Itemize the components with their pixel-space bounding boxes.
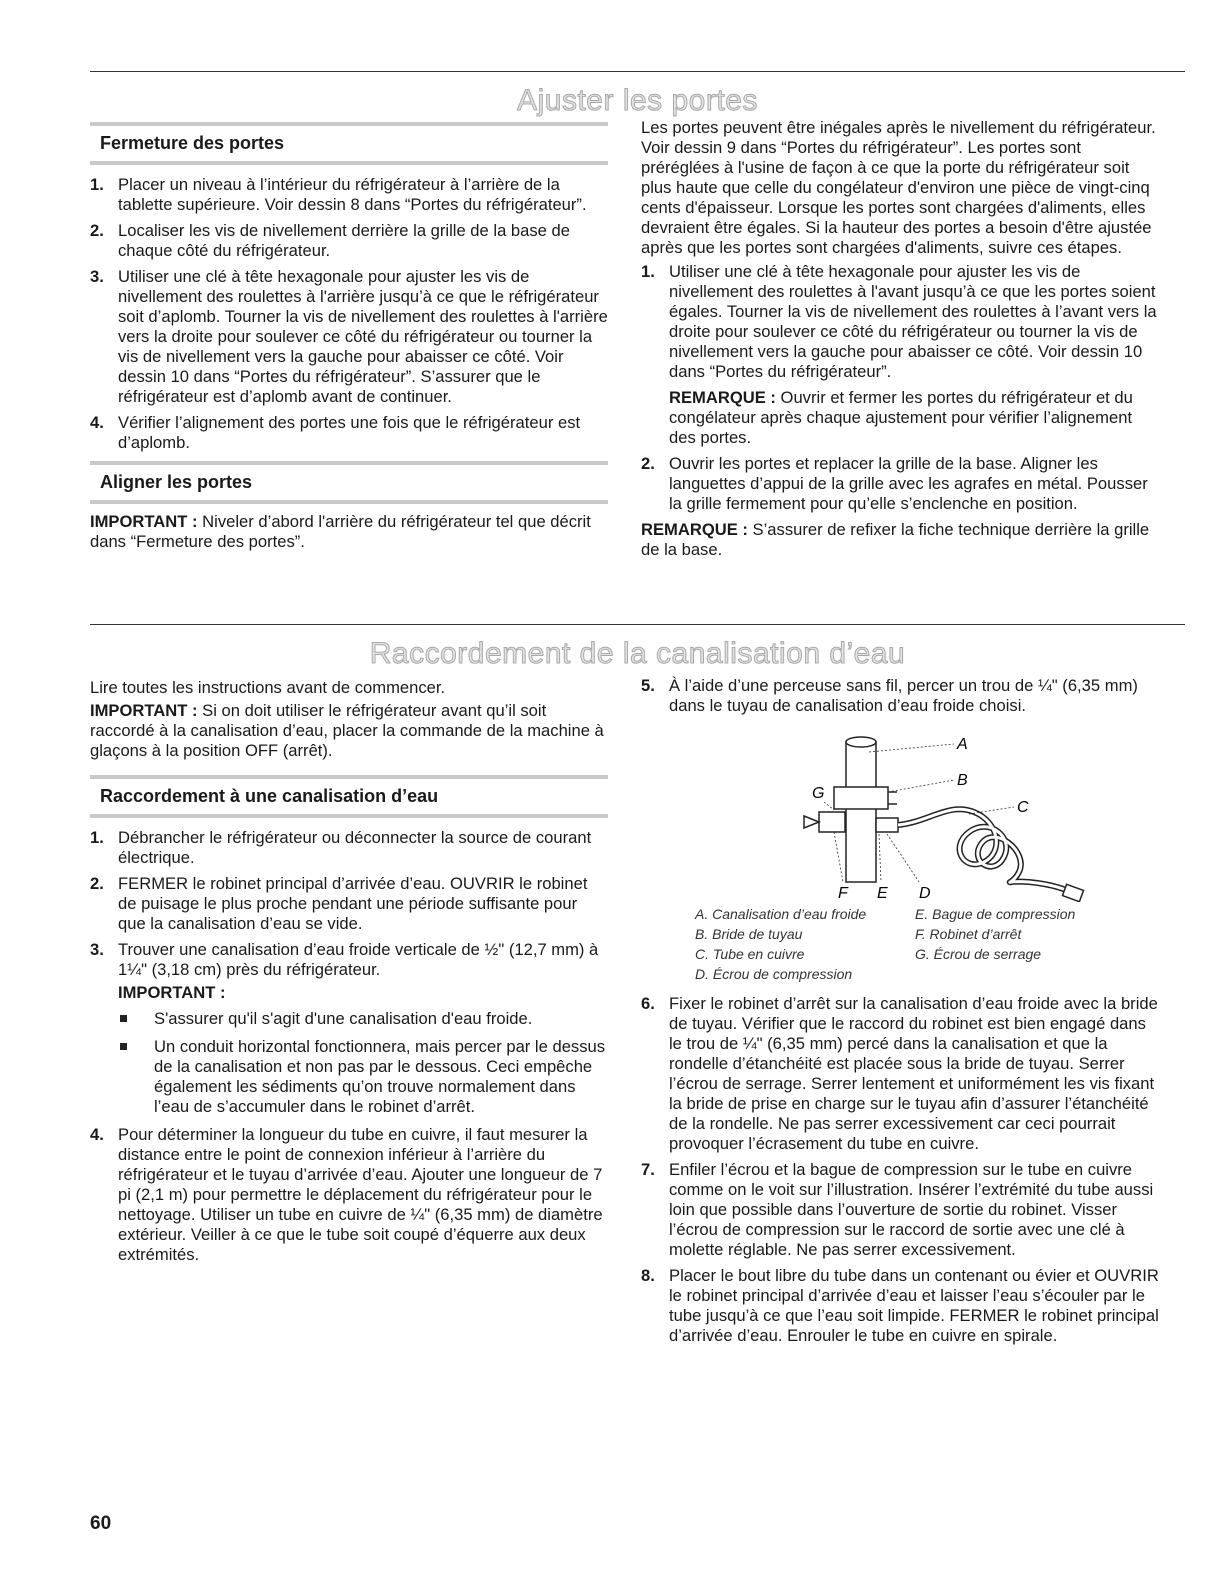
list-item: 8. Placer le bout libre du tube dans un contenant ou évier et OUVRIR le robinet principal d’arrivée d’eau et laisser l’eau s’écouler par le tube jusqu’à ce que l’eau soit limpide. FERMER le robinet principal d’arrivée d’eau. Enrouler le tube en cuivre en spirale. — [641, 1266, 1159, 1345]
important-note: IMPORTANT : Si on doit utiliser le réfrigérateur avant qu’il soit raccordé à la canalisation d’eau, placer la commande de la machine à glaçons à la position OFF (arrêt). — [90, 701, 604, 760]
legend-item: B. Bride de tuyau — [695, 926, 803, 942]
middle-rule — [90, 624, 1185, 625]
heading-water-connection: Raccordement à une canalisation d’eau — [90, 775, 608, 818]
packing-nut — [804, 816, 819, 828]
closing-steps-list — [90, 175, 608, 453]
important-bullets — [118, 1009, 608, 1117]
connection-steps-list-cont — [641, 676, 1161, 1346]
align-steps-list — [641, 262, 1161, 514]
list-item: 5. À l’aide d’une perceuse sans fil, percer un trou de ¼" (6,35 mm) dans le tuyau de canalisation d’eau froide choisi. A B C G D E F A. Canalisation d’eau froide E. Bague de compression B. Bride de tuyau F. Robinet d’arrêt C. Tube en cuivre G. Écrou de serrage D. Écrou de compression — [641, 676, 1161, 984]
instructions-intro: Lire toutes les instructions avant de commencer. — [90, 678, 446, 697]
section2-right-column — [641, 676, 1161, 1352]
label-b: B — [957, 772, 968, 789]
list-item: 1. Débrancher le réfrigérateur ou déconnecter la source de courant électrique. — [90, 828, 592, 867]
pipe-top — [846, 737, 876, 747]
shutoff-valve — [819, 812, 845, 832]
important-label: IMPORTANT : — [118, 983, 226, 1002]
list-item: 4. Vérifier l’alignement des portes une fois que le réfrigérateur est d’aplomb. — [90, 413, 581, 452]
legend-item: C. Tube en cuivre — [695, 946, 805, 962]
list-item: 7. Enfiler l’écrou et la bague de compression sur le tube en cuivre comme on le voit sur l’illustration. Insérer l’extrémité du tube aussi loin que possible dans l’ouverture de sortie du robinet. Visser l’écrou de compression sur le raccord de sortie avec une clé à molette réglable. Ne pas serrer excessivement. — [641, 1160, 1154, 1259]
water-valve-diagram — [669, 722, 1139, 902]
heading-closing-doors: Fermeture des portes — [90, 122, 608, 165]
section1-left-column — [90, 122, 608, 555]
label-d: D — [919, 885, 931, 902]
remark-note: REMARQUE : S’assurer de refixer la fiche technique derrière la grille de la base. — [641, 520, 1150, 559]
label-g: G — [812, 785, 825, 802]
section1-right-column — [641, 118, 1161, 563]
align-intro: Les portes peuvent être inégales après le nivellement du réfrigérateur. Voir dessin 9 dans “Portes du réfrigérateur”. Les portes sont préréglées à l'usine de façon à ce que la porte du réfrigérateur soit plus haute que celle du congélateur d'environ une pièce de vingt-cinq cents d'épaisseur. Lorsque les portes sont chargées d'aliments, elles devraient être égales. Si la hauteur des portes a besoin d'être ajustée après que les portes sont chargées d'aliments, suivre ces étapes. — [641, 118, 1156, 257]
section-title-water-line: Raccordement de la canalisation d’eau — [369, 637, 906, 670]
valve-illustration — [669, 722, 1139, 902]
compression-nut — [876, 818, 898, 832]
label-c: C — [1017, 799, 1029, 816]
list-item: Un conduit horizontal fonctionnera, mais percer par le dessus de la canalisation et non pas par le dessous. Ceci empêche également les sédiments qu’on trouve normalement dans l’eau de s’accumuler dans le robinet d’arrêt. — [118, 1037, 608, 1117]
legend-item: F. Robinet d’arrêt — [915, 926, 1022, 942]
figure-legend — [695, 904, 1161, 984]
tube-end-fitting — [1062, 884, 1083, 901]
list-item: S'assurer qu'il s'agit d'une canalisation d'eau froide. — [118, 1009, 608, 1029]
label-e: E — [877, 885, 888, 902]
top-rule — [90, 71, 1185, 72]
section-title-adjust-doors: Ajuster les portes — [517, 84, 758, 117]
label-a: A — [957, 736, 968, 753]
page-number: 60 — [90, 1513, 112, 1534]
label-f: F — [838, 885, 848, 902]
list-item: 3. Utiliser une clé à tête hexagonale pour ajuster les vis de nivellement des roulettes à l'arrière jusqu’à ce que le réfrigérateur soit d’aplomb. Tourner la vis de nivellement des roulettes à l'arrière vers la droite pour soulever ce côté du réfrigérateur ou tourner la vis de nivellement vers la gauche pour abaisser ce côté. Voir dessin 10 dans “Portes du réfrigérateur”. S’assurer que le réfrigérateur est d’aplomb avant de continuer. — [90, 267, 608, 406]
legend-item: G. Écrou de serrage — [915, 946, 1042, 962]
legend-item: E. Bague de compression — [915, 906, 1076, 922]
cold-water-pipe — [846, 742, 876, 882]
copper-tube — [898, 809, 1074, 894]
list-item: 3. Trouver une canalisation d’eau froide verticale de ½" (12,7 mm) à 1¼" (3,18 cm) près du réfrigérateur. IMPORTANT : S'assurer qu'il s'agit d'une canalisation d'eau froide. Un conduit horizontal fonctionnera, mais percer par le dessus de la canalisation et non pas par le dessous. Ceci empêche également les sédiments qu’on trouve normalement dans l’eau de s’accumuler dans le robinet d’arrêt. — [90, 940, 608, 1117]
list-item: 6. Fixer le robinet d’arrêt sur la canalisation d’eau froide avec la bride de tuyau. Vérifier que le raccord du robinet est bien engagé dans le trou de ¼" (6,35 mm) percé dans la canalisation et que la rondelle d’étanchéité est placée sous la bride de tuyau. Serrer l’écrou de serrage. Serrer lentement et uniformément les vis fixant la bride de prise en charge sur le tuyau afin d’assurer l’étanchéité de la rondelle. Ne pas serrer excessivement car ceci pourrait provoquer l’écrasement du tube en cuivre. — [641, 994, 1158, 1153]
section2-left-column — [90, 678, 608, 1271]
list-item: 2. FERMER le robinet principal d’arrivée d’eau. OUVRIR le robinet de puisage le plus proche pendant une période suffisante pour que la canalisation d’eau se vide. — [90, 874, 588, 933]
pipe-clamp — [834, 787, 888, 809]
legend-item: A. Canalisation d’eau froide — [695, 906, 867, 922]
list-item: 2. Ouvrir les portes et replacer la grille de la base. Aligner les languettes d’appui de la grille avec les agrafes en métal. Pousser la grille fermement pour qu’elle s’enclenche en position. — [641, 454, 1148, 513]
important-note: IMPORTANT : Niveler d’abord l'arrière du réfrigérateur tel que décrit dans “Fermeture des portes”. — [90, 512, 591, 551]
list-item: 1. Placer un niveau à l’intérieur du réfrigérateur à l’arrière de la tablette supérieure. Voir dessin 8 dans “Portes du réfrigérateur”. — [90, 175, 587, 214]
remark-note: REMARQUE : Ouvrir et fermer les portes du réfrigérateur et du congélateur après chaque ajustement pour vérifier l’alignement des portes. — [669, 388, 1133, 447]
list-item: 2. Localiser les vis de nivellement derrière la grille de la base de chaque côté du réfrigérateur. — [90, 221, 570, 260]
connection-steps-list — [90, 828, 608, 1265]
list-item: 1. Utiliser une clé à tête hexagonale pour ajuster les vis de nivellement des roulettes à l'avant jusqu’à ce que les portes soient égales. Tourner la vis de nivellement des roulettes à l’avant vers la droite pour soulever ce côté du réfrigérateur ou tourner la vis de nivellement vers la gauche pour abaisser ce côté. Voir dessin 10 dans “Portes du réfrigérateur”. REMARQUE : Ouvrir et fermer les portes du réfrigérateur et du congélateur après chaque ajustement pour vérifier l’alignement des portes. — [641, 262, 1161, 448]
heading-align-doors: Aligner les portes — [90, 461, 608, 504]
legend-item: D. Écrou de compression — [695, 966, 853, 982]
list-item: 4. Pour déterminer la longueur du tube en cuivre, il faut mesurer la distance entre le point de connexion inférieur à l’arrière du réfrigérateur et le tuyau d’arrivée d’eau. Ajouter une longueur de 7 pi (2,1 m) pour permettre le déplacement du réfrigérateur pour le nettoyage. Utiliser un tube en cuivre de ¼" (6,35 mm) de diamètre extérieur. Veiller à ce que le tube soit coupé d’équerre aux deux extrémités. — [90, 1125, 603, 1264]
